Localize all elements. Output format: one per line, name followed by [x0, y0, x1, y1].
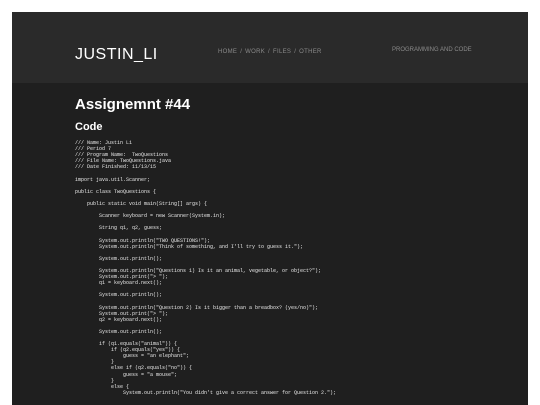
code-line: System.out.println();	[75, 328, 163, 335]
code-line: String q1, q2, guess;	[75, 225, 163, 232]
code-line: System.out.println("Questions 1) Is it an animal, vegetable, or object?");	[75, 267, 322, 274]
code-line: guess = "an elephant";	[75, 353, 190, 360]
code-line: else if (q2.equals("no")) {	[75, 365, 193, 372]
code-line: public class TwoQuestions {	[75, 188, 157, 195]
code-line: q2 = keyboard.next();	[75, 316, 163, 323]
nav-work-link[interactable]: WORK	[245, 49, 266, 55]
nav-separator: /	[240, 49, 243, 55]
code-line: q1 = keyboard.next();	[75, 280, 163, 287]
code-block	[75, 140, 525, 396]
code-line: if (q1.equals("animal")) {	[75, 341, 178, 348]
site-tagline: PROGRAMMING AND CODE	[392, 47, 472, 53]
nav-separator: /	[294, 49, 297, 55]
code-line: Scanner keyboard = new Scanner(System.in);	[75, 213, 226, 220]
code-line: /// Name: Justin Li	[75, 140, 133, 146]
code-line: /// File Name: TwoQuestions.java	[75, 158, 172, 165]
section-heading: Code	[75, 121, 103, 133]
code-line: System.out.print("> ");	[75, 274, 169, 281]
code-line: if (q2.equals("yes")) {	[75, 347, 181, 354]
code-line: /// Date Finished: 11/13/15	[75, 164, 157, 171]
page-title: Assignemnt #44	[75, 96, 191, 113]
code-line: }	[75, 377, 115, 384]
nav-home-link[interactable]: HOME	[218, 49, 238, 55]
code-line: System.out.println("TWO QUESTIONS!");	[75, 237, 211, 244]
code-line: System.out.println();	[75, 292, 163, 299]
code-line: }	[75, 359, 115, 366]
site-header	[12, 12, 528, 83]
code-line: /// Period 7	[75, 146, 112, 153]
top-nav	[218, 49, 322, 55]
nav-separator: /	[268, 49, 271, 55]
code-line: System.out.println();	[75, 255, 163, 262]
site-logo[interactable]: JUSTIN_LI	[75, 46, 158, 63]
code-line: public static void main(String[] args) {	[75, 200, 208, 207]
code-line: /// Program Name: TwoQuestions	[75, 152, 169, 159]
code-line: System.out.println("Question 2) Is it bigger than a breadbox? (yes/no)");	[75, 304, 319, 311]
code-line: import java.util.Scanner;	[75, 176, 151, 183]
code-line: else {	[75, 383, 130, 390]
code-line: System.out.print("> ");	[75, 310, 169, 317]
code-line: System.out.println("You didn't give a correct answer for Question 2.");	[75, 389, 337, 396]
main-content	[12, 83, 528, 405]
nav-files-link[interactable]: FILES	[273, 49, 292, 55]
code-line: System.out.println("Think of something, and I'll try to guess it.");	[75, 243, 304, 250]
nav-other-link[interactable]: OTHER	[299, 49, 322, 55]
code-line: guess = "a mouse";	[75, 371, 178, 378]
